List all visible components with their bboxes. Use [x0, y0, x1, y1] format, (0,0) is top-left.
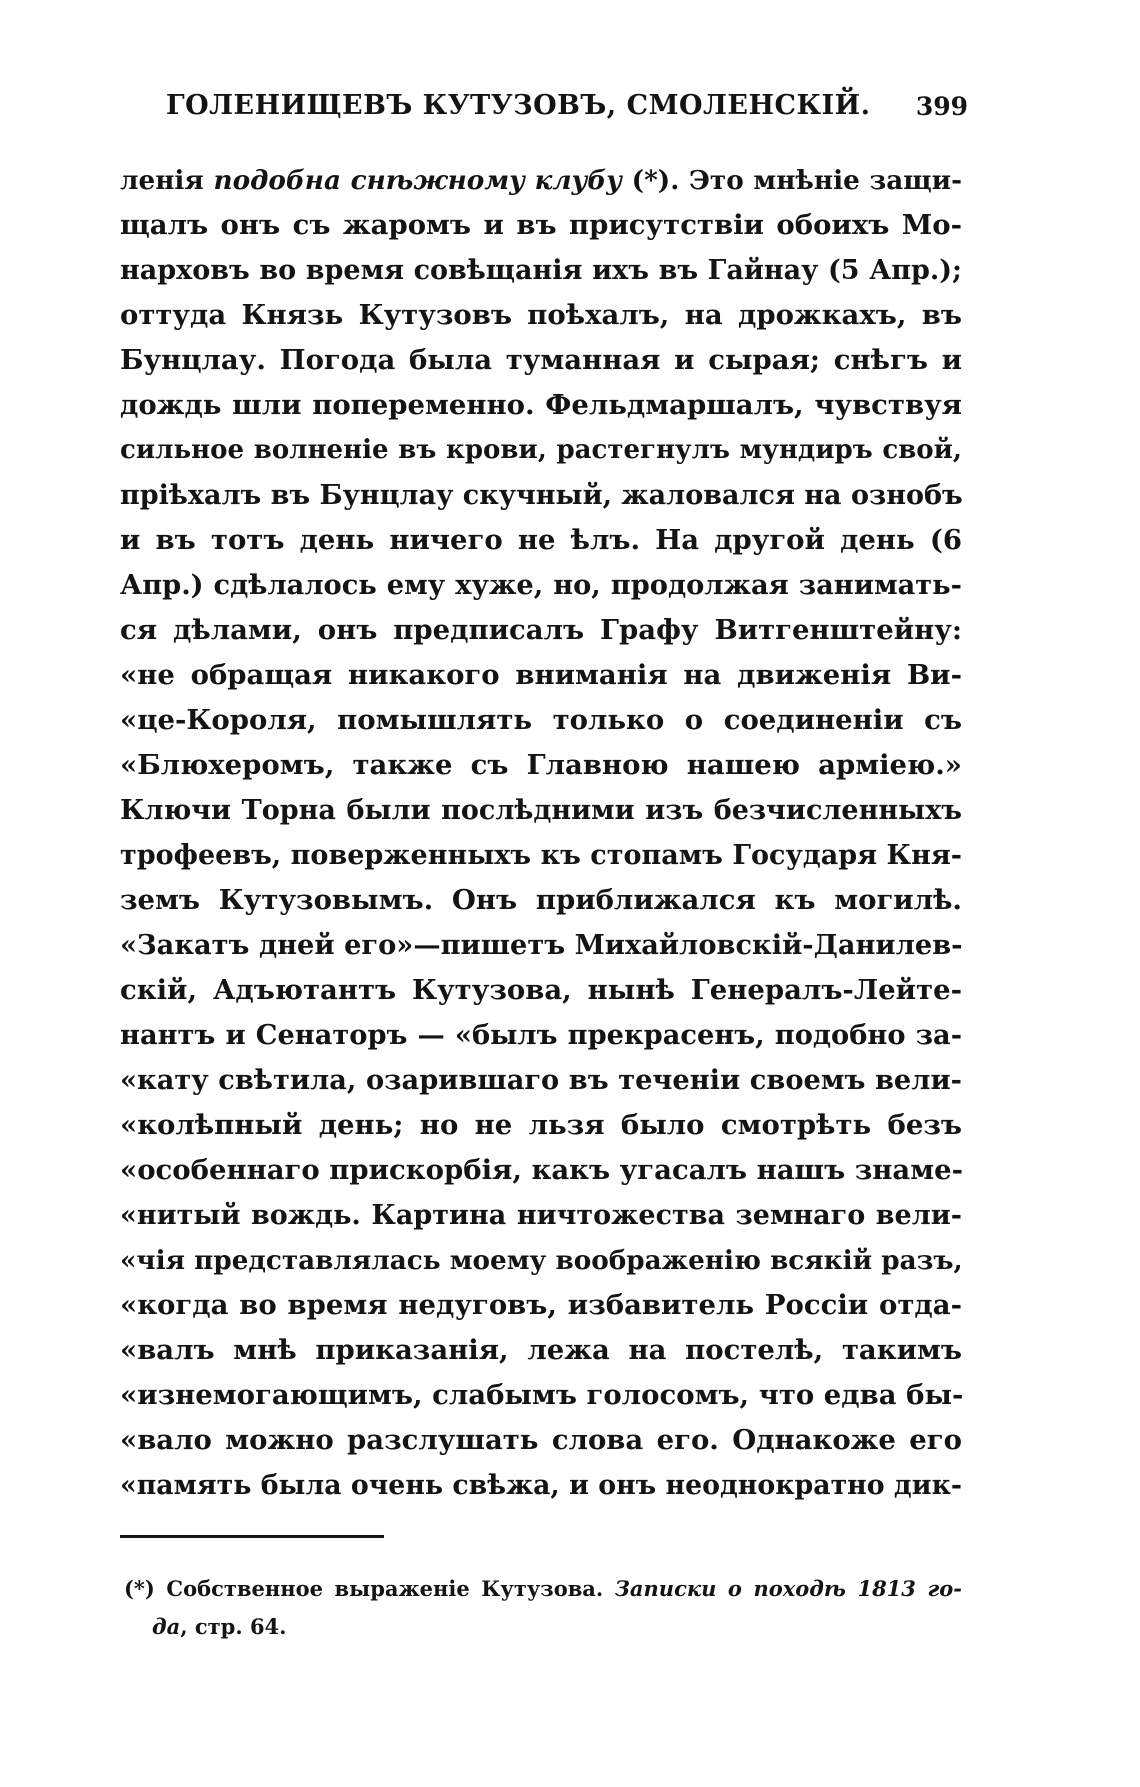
main-text [120, 158, 962, 1508]
text-line: оттуда Князь Кутузовъ поѣхалъ, на дрожкахъ, въ [120, 299, 962, 331]
text-line: сильное волненіе въ крови, растегнулъ мундиръ свой, [120, 435, 962, 465]
footnote-citation: да [152, 1614, 181, 1639]
italic-phrase: ленія [120, 165, 214, 196]
text-line: трофеевъ, поверженныхъ къ стопамъ Государя Кня- [120, 840, 962, 871]
text-line: нантъ и Сенаторъ — «былъ прекрасенъ, подобно за- [120, 1019, 962, 1051]
footnote-line [124, 1608, 962, 1646]
text-line: «це-Короля, помышлять только о соединеніи съ [120, 704, 962, 736]
text-line: Бунцлау. Погода была туманная и сырая; снѣгъ и [120, 344, 962, 376]
page-number: 399 [915, 92, 968, 121]
italic-phrase: подобна снѣжному клубу [213, 165, 622, 196]
text-line: «память была очень свѣжа, и онъ неоднократно дик- [120, 1470, 962, 1501]
text-line: «валъ мнѣ приказанія, лежа на постелѣ, такимъ [120, 1334, 962, 1366]
text-line: скій, Адъютантъ Кутузова, нынѣ Генералъ-Лейте- [120, 974, 962, 1006]
text-line: пріѣхалъ въ Бунцлау скучный, жаловался на ознобъ [120, 480, 963, 511]
text-line: «Закатъ дней его»—пишетъ Михайловскій-Данилев- [120, 929, 963, 961]
footnote-text: , стр. 64. [180, 1614, 287, 1639]
text-line: ся дѣлами, онъ предписалъ Графу Витгенштейну: [120, 614, 962, 646]
text-line: дождь шли попеременно. Фельдмаршалъ, чувствуя [120, 389, 962, 421]
text-line: «чія представлялась моему воображенію всякій разъ, [120, 1245, 963, 1276]
text-line: Ключи Торна были послѣдними изъ безчисленныхъ [120, 795, 962, 826]
running-title: ГОЛЕНИЩЕВЪ КУТУЗОВЪ, СМОЛЕНСКІЙ. [166, 90, 871, 121]
text-line: «изнемогающимъ, слабымъ голосомъ, что едва бы- [120, 1379, 964, 1411]
footnote-text: (*) Собственное выраженіе Кутузова. [124, 1576, 615, 1601]
text-line: «колѣпный день; но не льзя было смотрѣть безъ [120, 1109, 962, 1141]
footnote-citation: Записки о походѣ 1813 го- [614, 1576, 962, 1601]
text-line: нарховъ во время совѣщанія ихъ въ Гайнау (5 Апр.); [120, 255, 962, 286]
text-line: «вало можно разслушать слова его. Однакоже его [120, 1424, 962, 1456]
text-line: щалъ онъ съ жаромъ и въ присутствіи обоихъ Мо- [120, 209, 962, 241]
text-line: «нитый вождь. Картина ничтожества земнаго вели- [120, 1200, 962, 1231]
footnote-rule [120, 1535, 384, 1538]
running-head [128, 90, 968, 130]
text-line: «когда во время недуговъ, избавитель Россіи отда- [120, 1289, 962, 1321]
text-line: «особеннаго прискорбія, какъ угасалъ нашъ знаме- [120, 1154, 964, 1186]
footnote [124, 1570, 962, 1646]
text-line: Апр.) сдѣлалось ему хуже, но, продолжая занимать- [120, 569, 962, 601]
text-line: «кату свѣтила, озарившаго въ теченіи своемъ вели- [120, 1064, 962, 1096]
text-line: земъ Кутузовымъ. Онъ приближался къ могилѣ. [120, 884, 962, 916]
footnote-line [124, 1570, 962, 1608]
text-line [120, 158, 962, 203]
text-line: «не обращая никакого вниманія на движенія Ви- [120, 659, 962, 691]
text-line: «Блюхеромъ, также съ Главною нашею арміею.» [120, 749, 962, 781]
text-line: и въ тотъ день ничего не ѣлъ. На другой день (6 [120, 524, 962, 556]
text-fragment: (*). Это мнѣніе защи- [621, 165, 962, 196]
